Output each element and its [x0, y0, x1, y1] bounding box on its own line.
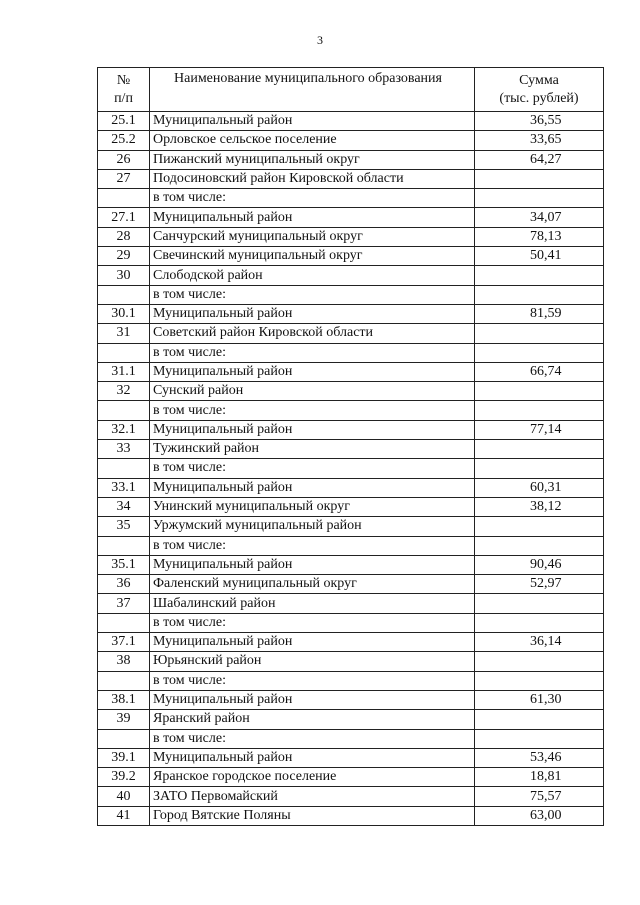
header-row: [98, 68, 604, 112]
row-number-cell: 41: [98, 806, 150, 825]
row-sum-cell: 36,55: [475, 112, 604, 131]
row-sum-cell: [475, 613, 604, 632]
row-sum-cell: [475, 324, 604, 343]
row-number-cell: 38: [98, 652, 150, 671]
row-name-cell: Фаленский муниципальный округ: [150, 575, 475, 594]
table-row: [98, 613, 604, 632]
table-row: [98, 169, 604, 188]
table-row: [98, 304, 604, 323]
row-sum-cell: 38,12: [475, 497, 604, 516]
row-number-cell: 37: [98, 594, 150, 613]
row-sum-cell: [475, 169, 604, 188]
row-number-cell: 28: [98, 227, 150, 246]
row-name-cell: в том числе:: [150, 613, 475, 632]
row-name-cell: Яранское городское поселение: [150, 768, 475, 787]
row-sum-cell: 34,07: [475, 208, 604, 227]
row-sum-cell: [475, 266, 604, 285]
row-name-cell: Санчурский муниципальный округ: [150, 227, 475, 246]
table-row: [98, 787, 604, 806]
row-number-cell: 27: [98, 169, 150, 188]
page-number: 3: [317, 33, 323, 47]
row-name-cell: Муниципальный район: [150, 748, 475, 767]
row-name-cell: Город Вятские Поляны: [150, 806, 475, 825]
row-number-cell: [98, 613, 150, 632]
table-row: [98, 536, 604, 555]
row-name-cell: Слободской район: [150, 266, 475, 285]
row-number-cell: 33.1: [98, 478, 150, 497]
row-sum-cell: [475, 382, 604, 401]
row-sum-cell: [475, 189, 604, 208]
row-name-cell: Советский район Кировской области: [150, 324, 475, 343]
table-row: [98, 343, 604, 362]
row-name-cell: ЗАТО Первомайский: [150, 787, 475, 806]
row-name-cell: Унинский муниципальный округ: [150, 497, 475, 516]
row-number-cell: 29: [98, 247, 150, 266]
row-name-cell: Уржумский муниципальный район: [150, 517, 475, 536]
row-number-cell: 35: [98, 517, 150, 536]
table-row: [98, 748, 604, 767]
table-row: [98, 401, 604, 420]
row-number-cell: 31.1: [98, 362, 150, 381]
table-row: [98, 671, 604, 690]
row-name-cell: Муниципальный район: [150, 478, 475, 497]
row-number-cell: [98, 536, 150, 555]
header-num: [98, 68, 150, 112]
header-sum: [475, 68, 604, 112]
row-name-cell: Подосиновский район Кировской области: [150, 169, 475, 188]
header-sum-line1: Сумма: [519, 72, 559, 88]
table-row: [98, 575, 604, 594]
row-sum-cell: 90,46: [475, 555, 604, 574]
row-name-cell: в том числе:: [150, 343, 475, 362]
row-name-cell: Муниципальный район: [150, 304, 475, 323]
row-number-cell: [98, 343, 150, 362]
table-row: [98, 806, 604, 825]
table-row: [98, 440, 604, 459]
row-name-cell: Муниципальный район: [150, 362, 475, 381]
row-number-cell: [98, 459, 150, 478]
row-sum-cell: 78,13: [475, 227, 604, 246]
row-number-cell: [98, 729, 150, 748]
row-number-cell: 32: [98, 382, 150, 401]
row-number-cell: 33: [98, 440, 150, 459]
row-number-cell: 39: [98, 710, 150, 729]
row-number-cell: [98, 285, 150, 304]
row-sum-cell: 81,59: [475, 304, 604, 323]
row-number-cell: 39.1: [98, 748, 150, 767]
row-name-cell: в том числе:: [150, 459, 475, 478]
row-number-cell: 26: [98, 150, 150, 169]
row-name-cell: Муниципальный район: [150, 633, 475, 652]
row-sum-cell: [475, 440, 604, 459]
row-sum-cell: 60,31: [475, 478, 604, 497]
header-sum-line2: (тыс. рублей): [499, 90, 579, 106]
row-number-cell: 32.1: [98, 420, 150, 439]
row-sum-cell: [475, 671, 604, 690]
row-sum-cell: 77,14: [475, 420, 604, 439]
row-number-cell: 25.2: [98, 131, 150, 150]
row-sum-cell: [475, 459, 604, 478]
row-name-cell: Шабалинский район: [150, 594, 475, 613]
row-sum-cell: [475, 401, 604, 420]
row-name-cell: Муниципальный район: [150, 112, 475, 131]
table-row: [98, 266, 604, 285]
row-name-cell: Муниципальный район: [150, 690, 475, 709]
row-name-cell: Сунский район: [150, 382, 475, 401]
row-name-cell: в том числе:: [150, 401, 475, 420]
row-number-cell: [98, 401, 150, 420]
table-row: [98, 478, 604, 497]
table-row: [98, 150, 604, 169]
table-row: [98, 594, 604, 613]
row-number-cell: 38.1: [98, 690, 150, 709]
row-sum-cell: 66,74: [475, 362, 604, 381]
table-body: [98, 112, 604, 826]
table-row: [98, 633, 604, 652]
table-row: [98, 710, 604, 729]
header-num-line1: №: [116, 72, 131, 88]
row-sum-cell: [475, 594, 604, 613]
row-number-cell: 34: [98, 497, 150, 516]
row-number-cell: 36: [98, 575, 150, 594]
row-name-cell: Муниципальный район: [150, 555, 475, 574]
row-sum-cell: 36,14: [475, 633, 604, 652]
row-sum-cell: [475, 652, 604, 671]
table-row: [98, 459, 604, 478]
row-name-cell: Муниципальный район: [150, 420, 475, 439]
row-number-cell: [98, 189, 150, 208]
table-row: [98, 208, 604, 227]
row-name-cell: Тужинский район: [150, 440, 475, 459]
table-row: [98, 555, 604, 574]
row-sum-cell: 50,41: [475, 247, 604, 266]
row-sum-cell: 63,00: [475, 806, 604, 825]
table-row: [98, 362, 604, 381]
row-sum-cell: [475, 343, 604, 362]
table-row: [98, 112, 604, 131]
table-row: [98, 382, 604, 401]
table-row: [98, 324, 604, 343]
row-name-cell: Муниципальный район: [150, 208, 475, 227]
row-number-cell: 31: [98, 324, 150, 343]
row-sum-cell: 64,27: [475, 150, 604, 169]
row-sum-cell: [475, 285, 604, 304]
row-number-cell: 30.1: [98, 304, 150, 323]
row-name-cell: в том числе:: [150, 189, 475, 208]
row-sum-cell: 75,57: [475, 787, 604, 806]
allocation-table: [97, 67, 604, 826]
table-row: [98, 247, 604, 266]
row-name-cell: Орловское сельское поселение: [150, 131, 475, 150]
row-name-cell: в том числе:: [150, 729, 475, 748]
row-name-cell: Юрьянский район: [150, 652, 475, 671]
header-name: Наименование муниципального образования: [150, 68, 475, 112]
row-name-cell: в том числе:: [150, 536, 475, 555]
row-sum-cell: [475, 517, 604, 536]
row-name-cell: Свечинский муниципальный округ: [150, 247, 475, 266]
row-number-cell: [98, 671, 150, 690]
table-row: [98, 189, 604, 208]
table-header: [98, 68, 604, 112]
row-sum-cell: 33,65: [475, 131, 604, 150]
table-row: [98, 420, 604, 439]
table-row: [98, 227, 604, 246]
table-row: [98, 652, 604, 671]
table-row: [98, 497, 604, 516]
row-number-cell: 35.1: [98, 555, 150, 574]
header-num-line2: п/п: [114, 90, 133, 106]
row-number-cell: 39.2: [98, 768, 150, 787]
row-sum-cell: [475, 710, 604, 729]
table-row: [98, 768, 604, 787]
row-sum-cell: [475, 536, 604, 555]
row-sum-cell: 18,81: [475, 768, 604, 787]
table-row: [98, 285, 604, 304]
row-number-cell: 37.1: [98, 633, 150, 652]
table-row: [98, 729, 604, 748]
row-number-cell: 40: [98, 787, 150, 806]
row-number-cell: 25.1: [98, 112, 150, 131]
row-number-cell: 27.1: [98, 208, 150, 227]
row-number-cell: 30: [98, 266, 150, 285]
row-name-cell: Яранский район: [150, 710, 475, 729]
table-row: [98, 131, 604, 150]
row-sum-cell: 53,46: [475, 748, 604, 767]
table-row: [98, 517, 604, 536]
table-row: [98, 690, 604, 709]
row-sum-cell: [475, 729, 604, 748]
row-sum-cell: 61,30: [475, 690, 604, 709]
row-name-cell: Пижанский муниципальный округ: [150, 150, 475, 169]
row-name-cell: в том числе:: [150, 285, 475, 304]
row-sum-cell: 52,97: [475, 575, 604, 594]
row-name-cell: в том числе:: [150, 671, 475, 690]
